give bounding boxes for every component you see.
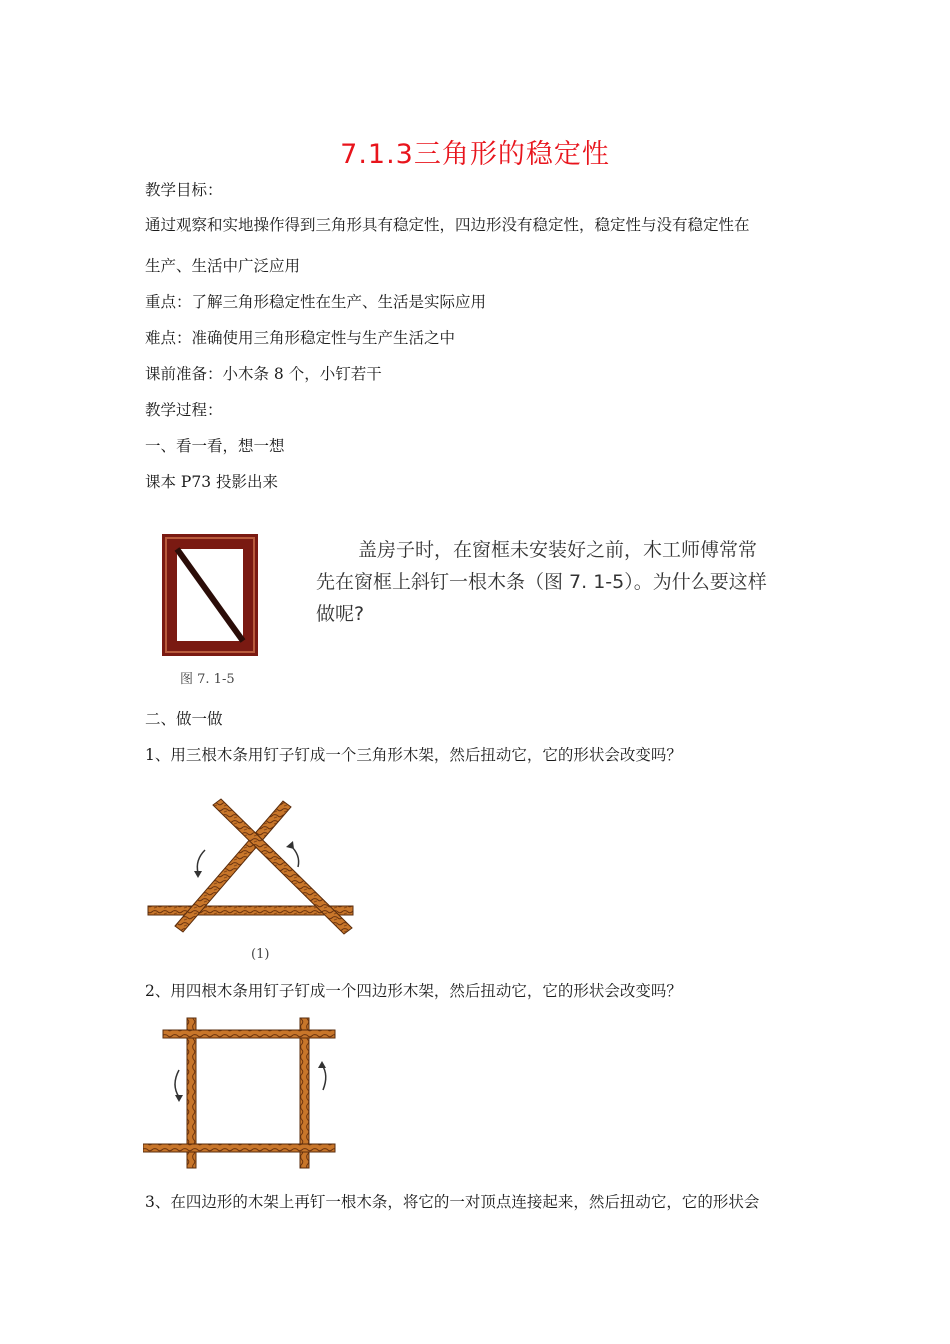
section-one-heading: 一、看一看，想一想	[145, 437, 285, 455]
process-heading: 教学过程：	[145, 401, 223, 419]
quadrilateral-wood-frame-figure	[143, 1015, 338, 1175]
key-point: 重点：了解三角形稳定性在生产、生活是实际应用	[145, 293, 487, 311]
objectives-line-1: 通过观察和实地操作得到三角形具有稳定性，四边形没有稳定性，稳定性与没有稳定性在	[145, 216, 750, 234]
triangle-wood-frame-figure	[143, 795, 358, 970]
figure-text-line-2: 先在窗框上斜钉一根木条（图 7. 1-5）。为什么要这样	[316, 571, 767, 593]
section-two-heading: 二、做一做	[145, 710, 223, 728]
objectives-line-2: 生产、生活中广泛应用	[145, 257, 301, 275]
question-2: 2、用四根木条用钉子钉成一个四边形木架，然后扭动它，它的形状会改变吗？	[145, 982, 682, 1000]
question-1: 1、用三根木条用钉子钉成一个三角形木架，然后扭动它，它的形状会改变吗？	[145, 746, 682, 764]
figure-text-line-3: 做呢?	[316, 603, 365, 625]
window-frame-figure	[160, 532, 260, 658]
objectives-heading: 教学目标：	[145, 181, 223, 199]
textbook-reference: 课本 P73 投影出来	[145, 473, 279, 491]
figure-caption: 图 7. 1-5	[180, 672, 235, 687]
preparation: 课前准备：小木条 8 个，小钉若干	[145, 365, 382, 383]
question-3: 3、在四边形的木架上再钉一根木条，将它的一对顶点连接起来，然后扭动它，它的形状会	[145, 1193, 760, 1211]
figure-text-line-1: 盖房子时，在窗框未安装好之前，木工师傅常常	[358, 539, 758, 561]
difficulty: 难点：准确使用三角形稳定性与生产生活之中	[145, 329, 456, 347]
figure-2-caption: (1)	[251, 947, 270, 962]
page-title: 7.1.3三角形的稳定性	[340, 139, 610, 170]
